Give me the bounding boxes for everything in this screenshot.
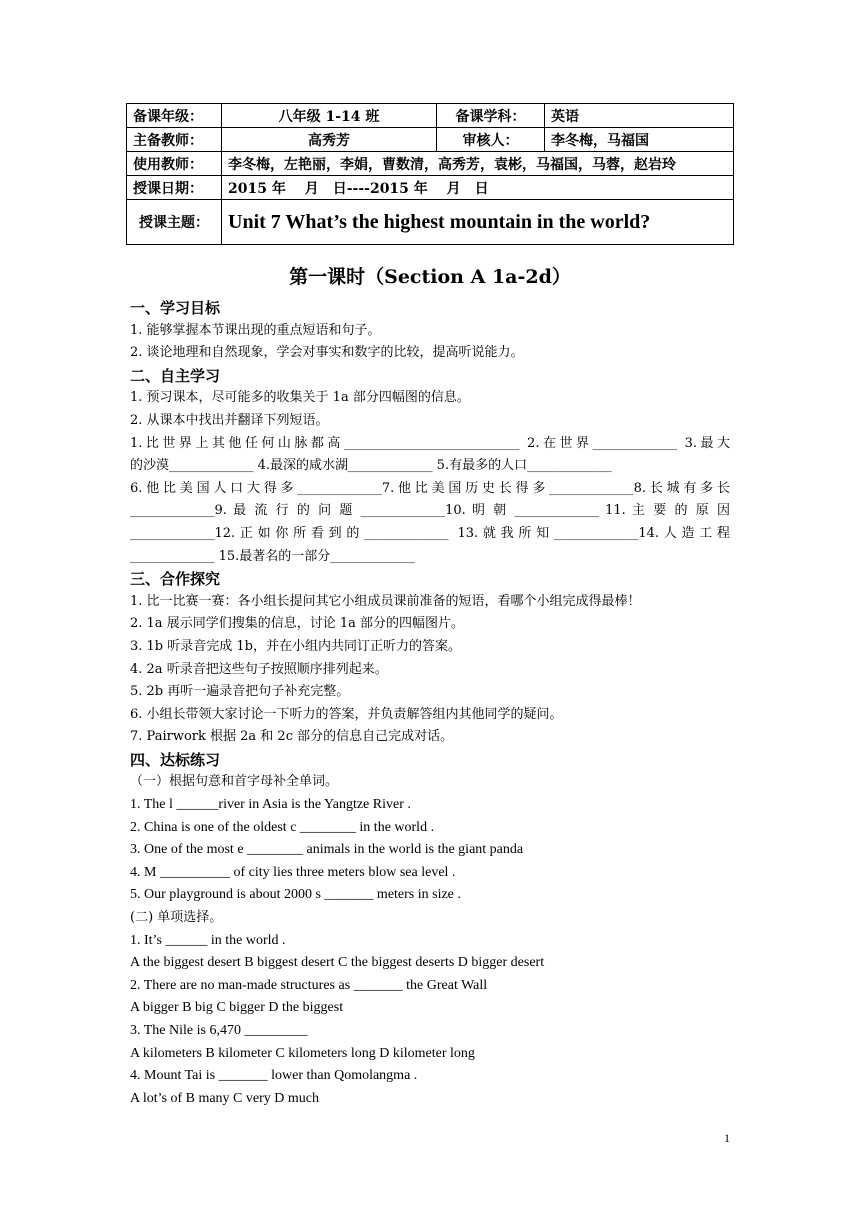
- text-line: 1. 预习课本，尽可能多的收集关于 1a 部分四幅图的信息。: [130, 390, 470, 406]
- text-line: 1.比世界上其他任何山脉都高___________________________ 2.在世界_____________ 3.最大: [130, 435, 730, 451]
- page-number: 1: [724, 1131, 730, 1145]
- text-line: 1. It’s ______ in the world .: [130, 932, 286, 948]
- text-line: 5. Our playground is about 2000 s _______ meters in size .: [130, 887, 461, 903]
- text-line: 3. The Nile is 6,470 _________: [130, 1023, 308, 1038]
- reviewer-label: 审核人：: [437, 128, 545, 152]
- text-line: 6.他比美国人口大得多_____________7.他比美国历史长得多_____________8.长城有多长: [130, 480, 730, 496]
- text-line: （一）根据句意和首字母补全单词。: [130, 774, 339, 790]
- text-line: A the biggest desert B biggest desert C the biggest deserts D bigger desert: [130, 955, 545, 971]
- reviewer-value: 李冬梅，马福国: [545, 128, 734, 152]
- lead-teacher-label: 主备教师：: [127, 128, 222, 152]
- text-line: 2. There are no man-made structures as _______ the Great Wall: [130, 977, 488, 993]
- text-line: 4. M __________ of city lies three meters blow sea level .: [130, 864, 456, 880]
- text-line: 1. The l ______river in Asia is the Yangtze River .: [130, 797, 411, 813]
- text-line: 的沙漠_____________ 4.最深的咸水湖_____________ 5.有最多的人口_____________: [130, 458, 612, 474]
- text-line: A bigger B big C bigger D the biggest: [130, 1000, 344, 1016]
- lead-teacher-value: 高秀芳: [222, 128, 437, 152]
- section-heading: 一、学习目标: [130, 299, 221, 317]
- text-line: 1. 能够掌握本节课出现的重点短语和句子。: [130, 322, 381, 338]
- grade-label: 备课年级：: [127, 104, 222, 128]
- lesson-title: 第一课时（Section A 1a-2d）: [289, 266, 571, 288]
- text-line: A lot’s of B many C very D much: [130, 1090, 319, 1106]
- text-line: 3. One of the most e ________ animals in the world is the giant panda: [130, 842, 524, 858]
- date-label: 授课日期：: [127, 176, 222, 200]
- worksheet-body: [130, 297, 730, 1110]
- text-line: 1. 比一比赛一赛：各小组长提问其它小组成员课前准备的短语，看哪个小组完成得最棒！: [130, 593, 641, 609]
- text-line: 3. 1b 听录音完成 1b，并在小组内共同订正听力的答案。: [130, 638, 461, 654]
- lesson-info-table: [126, 103, 734, 245]
- text-line: 5. 2b 再听一遍录音把句子补充完整。: [130, 684, 350, 700]
- topic-value: Unit 7 What’s the highest mountain in the world?: [222, 200, 734, 245]
- text-line: 4. 2a 听录音把这些句子按照顺序排列起来。: [130, 661, 388, 677]
- text-line: _____________9. 最 流 行 的 问 题 _____________10. 明 朝 _____________ 11. 主 要 的 原 因: [130, 503, 730, 519]
- text-line: _____________12.正如你所看到的_____________ 13.就我所知_____________14.人造工程: [130, 525, 730, 541]
- subject-value: 英语: [545, 104, 734, 128]
- date-value: 2015 年 月 日----2015 年 月 日: [222, 176, 734, 200]
- text-line: 4. Mount Tai is _______ lower than Qomolangma .: [130, 1068, 418, 1084]
- subject-label: 备课学科：: [437, 104, 545, 128]
- text-line: A kilometers B kilometer C kilometers long D kilometer long: [130, 1045, 475, 1061]
- topic-label: 授课主题：: [127, 200, 222, 245]
- text-line: (二) 单项选择。: [130, 910, 223, 926]
- users-value: 李冬梅，左艳丽，李娟，曹数清，高秀芳，袁彬，马福国，马蓉，赵岩玲: [222, 152, 734, 176]
- text-line: _____________ 15.最著名的一部分_____________: [130, 548, 415, 564]
- section-heading: 四、达标练习: [130, 750, 221, 769]
- text-line: 2. 谈论地理和自然现象，学会对事实和数字的比较，提高听说能力。: [130, 345, 524, 361]
- users-label: 使用教师：: [127, 152, 222, 176]
- text-line: 2. 从课本中找出并翻译下列短语。: [130, 412, 329, 428]
- text-line: 2. 1a 展示同学们搜集的信息，讨论 1a 部分的四幅图片。: [130, 616, 464, 632]
- grade-value: 八年级 1-14 班: [222, 104, 437, 128]
- text-line: 6. 小组长带领大家讨论一下听力的答案，并负责解答组内其他同学的疑问。: [130, 706, 563, 722]
- text-line: 2. China is one of the oldest c ________ in the world .: [130, 819, 435, 835]
- section-heading: 三、合作探究: [130, 570, 221, 589]
- text-line: 7. Pairwork 根据 2a 和 2c 部分的信息自己完成对话。: [130, 729, 454, 745]
- section-heading: 二、自主学习: [130, 366, 221, 385]
